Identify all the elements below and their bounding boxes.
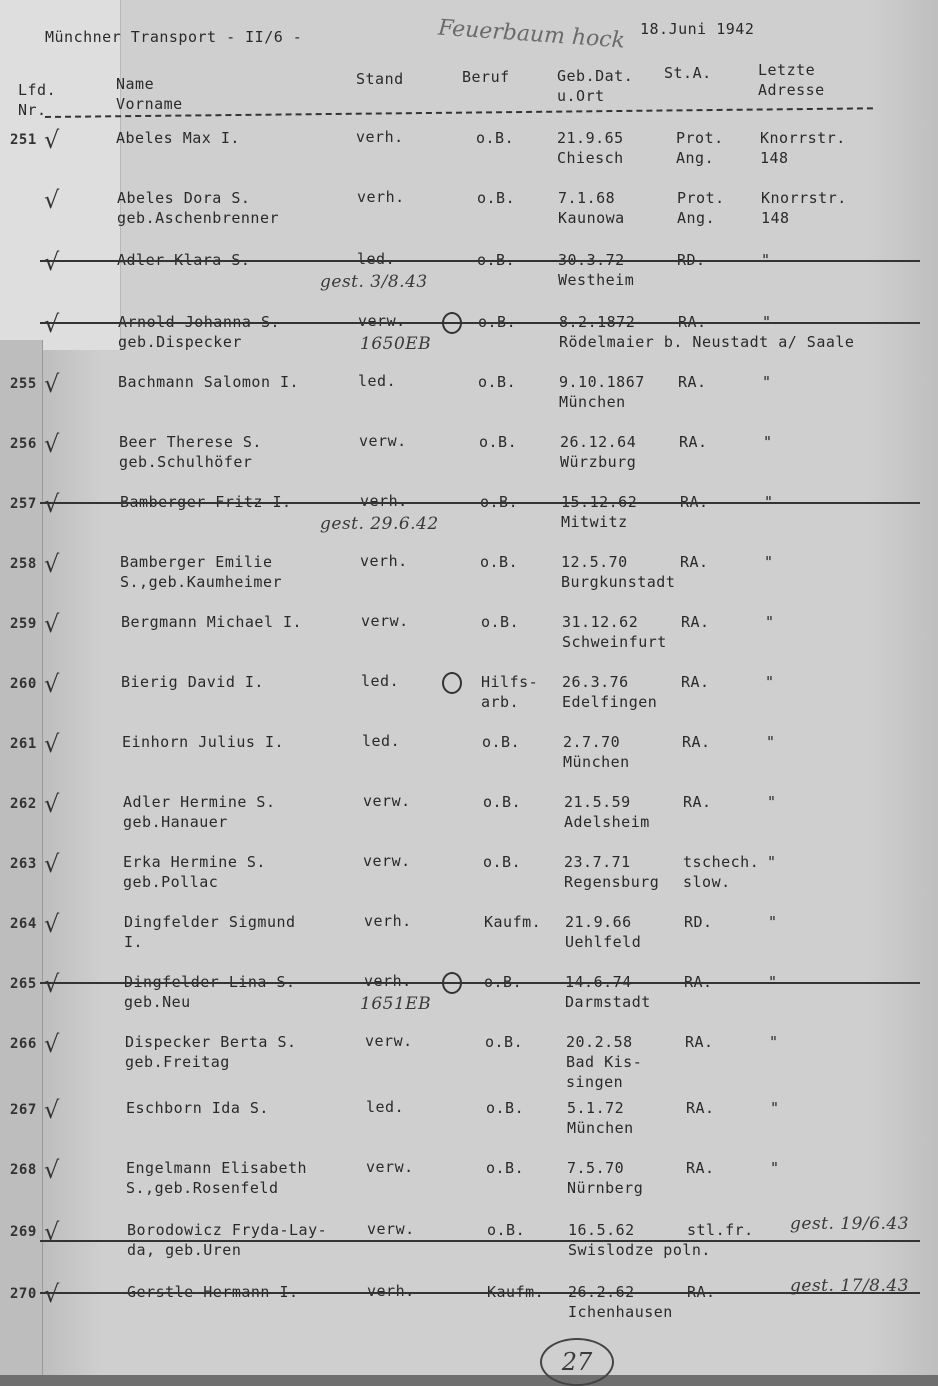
row-number: 256	[10, 436, 37, 452]
person-name: Eschborn Ida S.	[126, 1099, 269, 1117]
citizenship: RA.	[682, 733, 711, 751]
citizenship: RA.	[687, 1283, 716, 1301]
birth-date-place: 26.12.64 Würzburg	[560, 433, 637, 471]
marital-status: verh.	[364, 912, 412, 930]
column-header-nr: Lfd. Nr.	[18, 81, 57, 119]
birth-date-place: 20.2.58 Bad Kis- singen	[566, 1033, 643, 1091]
citizenship: RA.	[679, 433, 708, 451]
last-address: "	[768, 973, 778, 991]
strikethrough-line	[40, 502, 920, 504]
occupation: o.B.	[482, 733, 521, 751]
last-address: "	[762, 373, 772, 391]
checkmark-icon: √	[44, 248, 60, 276]
birth-date-place: 7.1.68 Kaunowa	[558, 189, 625, 227]
table-row	[0, 672, 908, 732]
column-header-stand: Stand	[356, 70, 404, 88]
column-header-sta: St.A.	[664, 64, 712, 82]
person-name: Gerstle Hermann I.	[127, 1283, 299, 1301]
marital-status: led.	[357, 250, 396, 268]
occupation: o.B.	[486, 1099, 525, 1117]
person-name: Einhorn Julius I.	[122, 733, 285, 751]
strikethrough-line	[40, 1240, 920, 1242]
table-row	[0, 1276, 910, 1342]
citizenship: RA.	[681, 673, 710, 691]
citizenship: RA.	[686, 1099, 715, 1117]
marital-status: verh.	[360, 552, 408, 570]
person-name: Bachmann Salomon I.	[118, 373, 300, 391]
citizenship: RA.	[686, 1159, 715, 1177]
table-row	[0, 312, 908, 372]
checkmark-icon: √	[44, 310, 60, 338]
handwritten-annotation: gest. 29.6.42	[320, 514, 439, 534]
row-number: 269	[10, 1224, 37, 1240]
strikethrough-line	[40, 322, 920, 324]
person-name: Borodowicz Fryda-Lay- da, geb.Uren	[127, 1221, 328, 1259]
person-name: Dingfelder Lina S. geb.Neu	[124, 973, 296, 1011]
marital-status: verh.	[357, 188, 405, 206]
column-header-geb: Geb.Dat. u.Ort	[557, 67, 634, 105]
last-address: "	[767, 853, 777, 871]
checkmark-icon: √	[44, 1030, 60, 1058]
checkmark-icon: √	[44, 1156, 60, 1184]
table-row	[0, 432, 908, 492]
person-name: Erka Hermine S. geb.Pollac	[123, 853, 266, 891]
person-name: Dispecker Berta S. geb.Freitag	[125, 1033, 297, 1071]
table-row	[0, 1098, 908, 1158]
last-address: "	[770, 1099, 780, 1117]
table-row	[0, 1032, 908, 1092]
marital-status: verh.	[360, 492, 408, 510]
checkmark-icon: √	[44, 550, 60, 578]
birth-date-place: 12.5.70 Burgkunstadt	[561, 553, 676, 591]
citizenship: RA.	[680, 553, 709, 571]
handwritten-annotation: 1651EB	[360, 994, 432, 1014]
person-name: Abeles Max I.	[116, 129, 240, 147]
row-number: 270	[10, 1286, 37, 1302]
person-name: Adler Klara S.	[117, 251, 251, 269]
checkmark-icon: √	[44, 1280, 60, 1308]
checkmark-icon: √	[44, 730, 60, 758]
last-address: Knorrstr. 148	[760, 129, 846, 167]
checkmark-icon: √	[44, 126, 60, 154]
row-number: 266	[10, 1036, 37, 1052]
last-address: "	[766, 733, 776, 751]
page-number: 27	[540, 1338, 614, 1386]
circle-mark-icon	[442, 972, 462, 994]
citizenship: RD.	[677, 251, 706, 269]
checkmark-icon: √	[44, 610, 60, 638]
birth-date-place: 21.9.66 Uehlfeld	[565, 913, 642, 951]
marital-status: led.	[361, 672, 400, 690]
handwritten-header-note: Feuerbaum hock	[437, 15, 626, 54]
last-address: Knorrstr. 148	[761, 189, 847, 227]
marital-status: verw.	[365, 1032, 413, 1050]
handwritten-annotation: gest. 3/8.43	[320, 272, 428, 292]
row-number: 267	[10, 1102, 37, 1118]
birth-date-place: 21.9.65 Chiesch	[557, 129, 624, 167]
birth-date-place: 30.3.72 Westheim	[558, 251, 635, 289]
marital-status: verw.	[366, 1158, 414, 1176]
last-address: "	[770, 1159, 780, 1177]
handwritten-annotation: 1650EB	[360, 334, 432, 354]
person-name: Bamberger Fritz I.	[120, 493, 292, 511]
occupation: o.B.	[477, 251, 516, 269]
strikethrough-line	[40, 1292, 920, 1294]
occupation: o.B.	[480, 553, 519, 571]
occupation: o.B.	[477, 189, 516, 207]
marital-status: verw.	[367, 1220, 415, 1238]
document-title: Münchner Transport - II/6 -	[45, 28, 303, 46]
checkmark-icon: √	[44, 970, 60, 998]
strikethrough-line	[40, 982, 920, 984]
birth-date-place: 16.5.62 Swislodze poln.	[568, 1221, 711, 1259]
marital-status: verw.	[359, 432, 407, 450]
checkmark-icon: √	[44, 670, 60, 698]
birth-date-place: 2.7.70 München	[563, 733, 630, 771]
occupation: o.B.	[478, 373, 517, 391]
last-address: "	[762, 313, 772, 331]
table-row	[0, 612, 908, 672]
row-number: 260	[10, 676, 37, 692]
birth-date-place: 23.7.71 Regensburg	[564, 853, 660, 891]
birth-date-place: 5.1.72 München	[567, 1099, 634, 1137]
row-number: 261	[10, 736, 37, 752]
marital-status: verw.	[363, 852, 411, 870]
citizenship: RA.	[678, 313, 707, 331]
birth-date-place: 26.3.76 Edelfingen	[562, 673, 658, 711]
last-address: "	[765, 673, 775, 691]
table-row	[0, 250, 908, 310]
table-row	[0, 1158, 908, 1218]
last-address: "	[769, 1033, 779, 1051]
citizenship: RA.	[678, 373, 707, 391]
occupation: o.B.	[481, 613, 520, 631]
checkmark-icon: √	[44, 1218, 60, 1246]
last-address: "	[768, 913, 778, 931]
citizenship: tschech. slow.	[683, 853, 760, 891]
person-name: Engelmann Elisabeth S.,geb.Rosenfeld	[126, 1159, 308, 1197]
last-address: "	[761, 251, 771, 269]
birth-date-place: 8.2.1872 Rödelmaier b. Neustadt a/ Saale	[559, 313, 855, 351]
checkmark-icon: √	[44, 430, 60, 458]
row-number: 264	[10, 916, 37, 932]
handwritten-annotation: gest. 19/6.43	[790, 1214, 910, 1234]
occupation: o.B.	[484, 973, 523, 991]
marital-status: verh.	[356, 128, 404, 146]
row-number: 251	[10, 132, 37, 148]
birth-date-place: 15.12.62 Mitwitz	[561, 493, 638, 531]
person-name: Bamberger Emilie S.,geb.Kaumheimer	[120, 553, 283, 591]
occupation: o.B.	[483, 793, 522, 811]
table-row	[0, 188, 908, 248]
person-name: Abeles Dora S. geb.Aschenbrenner	[117, 189, 280, 227]
row-number: 259	[10, 616, 37, 632]
checkmark-icon: √	[44, 910, 60, 938]
marital-status: verw.	[358, 312, 406, 330]
birth-date-place: 31.12.62 Schweinfurt	[562, 613, 667, 651]
occupation: o.B.	[487, 1221, 526, 1239]
occupation: o.B.	[478, 313, 517, 331]
occupation: o.B.	[483, 853, 522, 871]
row-number: 258	[10, 556, 37, 572]
marital-status: led.	[358, 372, 397, 390]
table-row	[0, 732, 908, 792]
citizenship: Prot. Ang.	[677, 189, 725, 227]
citizenship: RA.	[681, 613, 710, 631]
row-number: 265	[10, 976, 37, 992]
column-header-name: Name Vorname	[116, 75, 183, 113]
marital-status: led.	[366, 1098, 405, 1116]
citizenship: RA.	[680, 493, 709, 511]
marital-status: verw.	[363, 792, 411, 810]
person-name: Bergmann Michael I.	[121, 613, 303, 631]
table-row	[0, 128, 908, 188]
table-row	[0, 972, 908, 1032]
occupation: o.B.	[480, 493, 519, 511]
citizenship: RA.	[685, 1033, 714, 1051]
column-header-adresse: Letzte Adresse	[758, 61, 825, 99]
occupation: o.B.	[476, 129, 515, 147]
last-address: "	[763, 433, 773, 451]
table-row	[0, 912, 908, 972]
citizenship: Prot. Ang.	[676, 129, 724, 167]
person-name: Adler Hermine S. geb.Hanauer	[123, 793, 276, 831]
citizenship: RA.	[684, 973, 713, 991]
checkmark-icon: √	[44, 370, 60, 398]
circle-mark-icon	[442, 672, 462, 694]
person-name: Arnold Johanna S. geb.Dispecker	[118, 313, 281, 351]
birth-date-place: 9.10.1867 München	[559, 373, 645, 411]
row-number: 263	[10, 856, 37, 872]
marital-status: verh.	[367, 1282, 415, 1300]
circle-mark-icon	[442, 312, 462, 334]
document-date: 18.Juni 1942	[640, 20, 755, 38]
table-row	[0, 492, 908, 552]
birth-date-place: 21.5.59 Adelsheim	[564, 793, 650, 831]
person-name: Dingfelder Sigmund I.	[124, 913, 296, 951]
checkmark-icon: √	[44, 850, 60, 878]
table-row	[0, 792, 908, 852]
birth-date-place: 7.5.70 Nürnberg	[567, 1159, 644, 1197]
strikethrough-line	[40, 260, 920, 262]
marital-status: verw.	[361, 612, 409, 630]
citizenship: RD.	[684, 913, 713, 931]
last-address: "	[764, 493, 774, 511]
occupation: o.B.	[479, 433, 518, 451]
occupation: Hilfs- arb.	[481, 673, 539, 711]
table-row	[0, 552, 908, 612]
last-address: "	[764, 553, 774, 571]
table-row	[0, 1214, 910, 1280]
person-name: Bierig David I.	[121, 673, 264, 691]
column-header-beruf: Beruf	[462, 68, 510, 86]
last-address: "	[767, 793, 777, 811]
occupation: o.B.	[485, 1033, 524, 1051]
checkmark-icon: √	[44, 186, 60, 214]
handwritten-annotation: gest. 17/8.43	[790, 1276, 910, 1296]
row-number: 255	[10, 376, 37, 392]
row-number: 257	[10, 496, 37, 512]
checkmark-icon: √	[44, 490, 60, 518]
citizenship: RA.	[683, 793, 712, 811]
row-number: 268	[10, 1162, 37, 1178]
occupation: o.B.	[486, 1159, 525, 1177]
last-address: "	[765, 613, 775, 631]
table-row	[0, 372, 908, 432]
marital-status: led.	[362, 732, 401, 750]
occupation: Kaufm.	[487, 1283, 545, 1301]
citizenship: stl.fr.	[687, 1221, 754, 1239]
marital-status: verh.	[364, 972, 412, 990]
checkmark-icon: √	[44, 790, 60, 818]
occupation: Kaufm.	[484, 913, 542, 931]
birth-date-place: 14.6.74 Darmstadt	[565, 973, 651, 1011]
birth-date-place: 26.2.62 Ichenhausen	[568, 1283, 673, 1321]
checkmark-icon: √	[44, 1096, 60, 1124]
row-number: 262	[10, 796, 37, 812]
table-row	[0, 852, 908, 912]
person-name: Beer Therese S. geb.Schulhöfer	[119, 433, 262, 471]
